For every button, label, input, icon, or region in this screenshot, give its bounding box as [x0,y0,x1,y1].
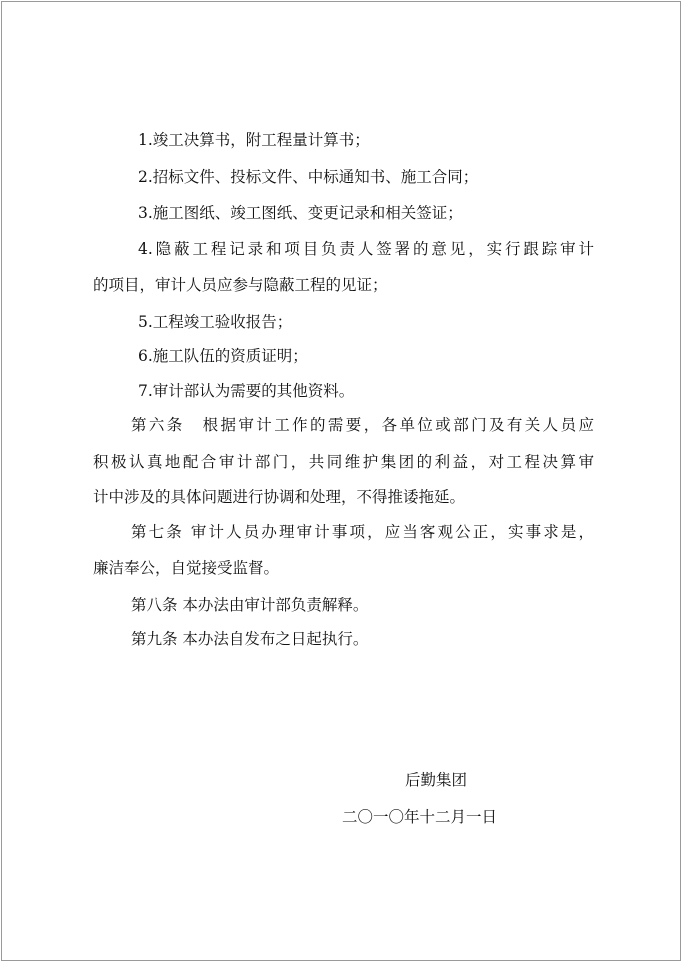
item-1: 1.竣工决算书，附工程量计算书； [138,131,370,149]
item-7: 7.审计部认为需要的其他资料。 [138,382,355,400]
item-4-line-1: 4.隐蔽工程记录和项目负责人签署的意见，实行跟踪审计 [138,240,594,258]
item-5: 5.工程竣工验收报告； [138,313,293,331]
item-2: 2.招标文件、投标文件、中标通知书、施工合同； [138,168,479,186]
article-6-line-1: 第六条 根据审计工作的需要，各单位或部门及有关人员应 [131,416,594,434]
article-6-line-2: 积极认真地配合审计部门，共同维护集团的利益，对工程决算审 [93,453,594,471]
item-6: 6.施工队伍的资质证明； [138,347,308,365]
article-8: 第八条 本办法由审计部负责解释。 [131,596,369,614]
document-page [1,1,681,961]
article-7-line-1: 第七条 审计人员办理审计事项，应当客观公正，实事求是， [131,523,594,541]
signature-date: 二〇一〇年十二月一日 [342,808,498,826]
article-7-line-2: 廉洁奉公，自觉接受监督。 [93,559,280,577]
item-4-line-2: 的项目，审计人员应参与隐蔽工程的见证； [93,276,388,294]
item-3: 3.施工图纸、竣工图纸、变更记录和相关签证； [138,204,463,222]
signature-organization: 后勤集团 [405,771,468,789]
article-9: 第九条 本办法自发布之日起执行。 [131,630,369,648]
article-6-line-3: 计中涉及的具体问题进行协调和处理，不得推诿拖延。 [93,488,466,506]
